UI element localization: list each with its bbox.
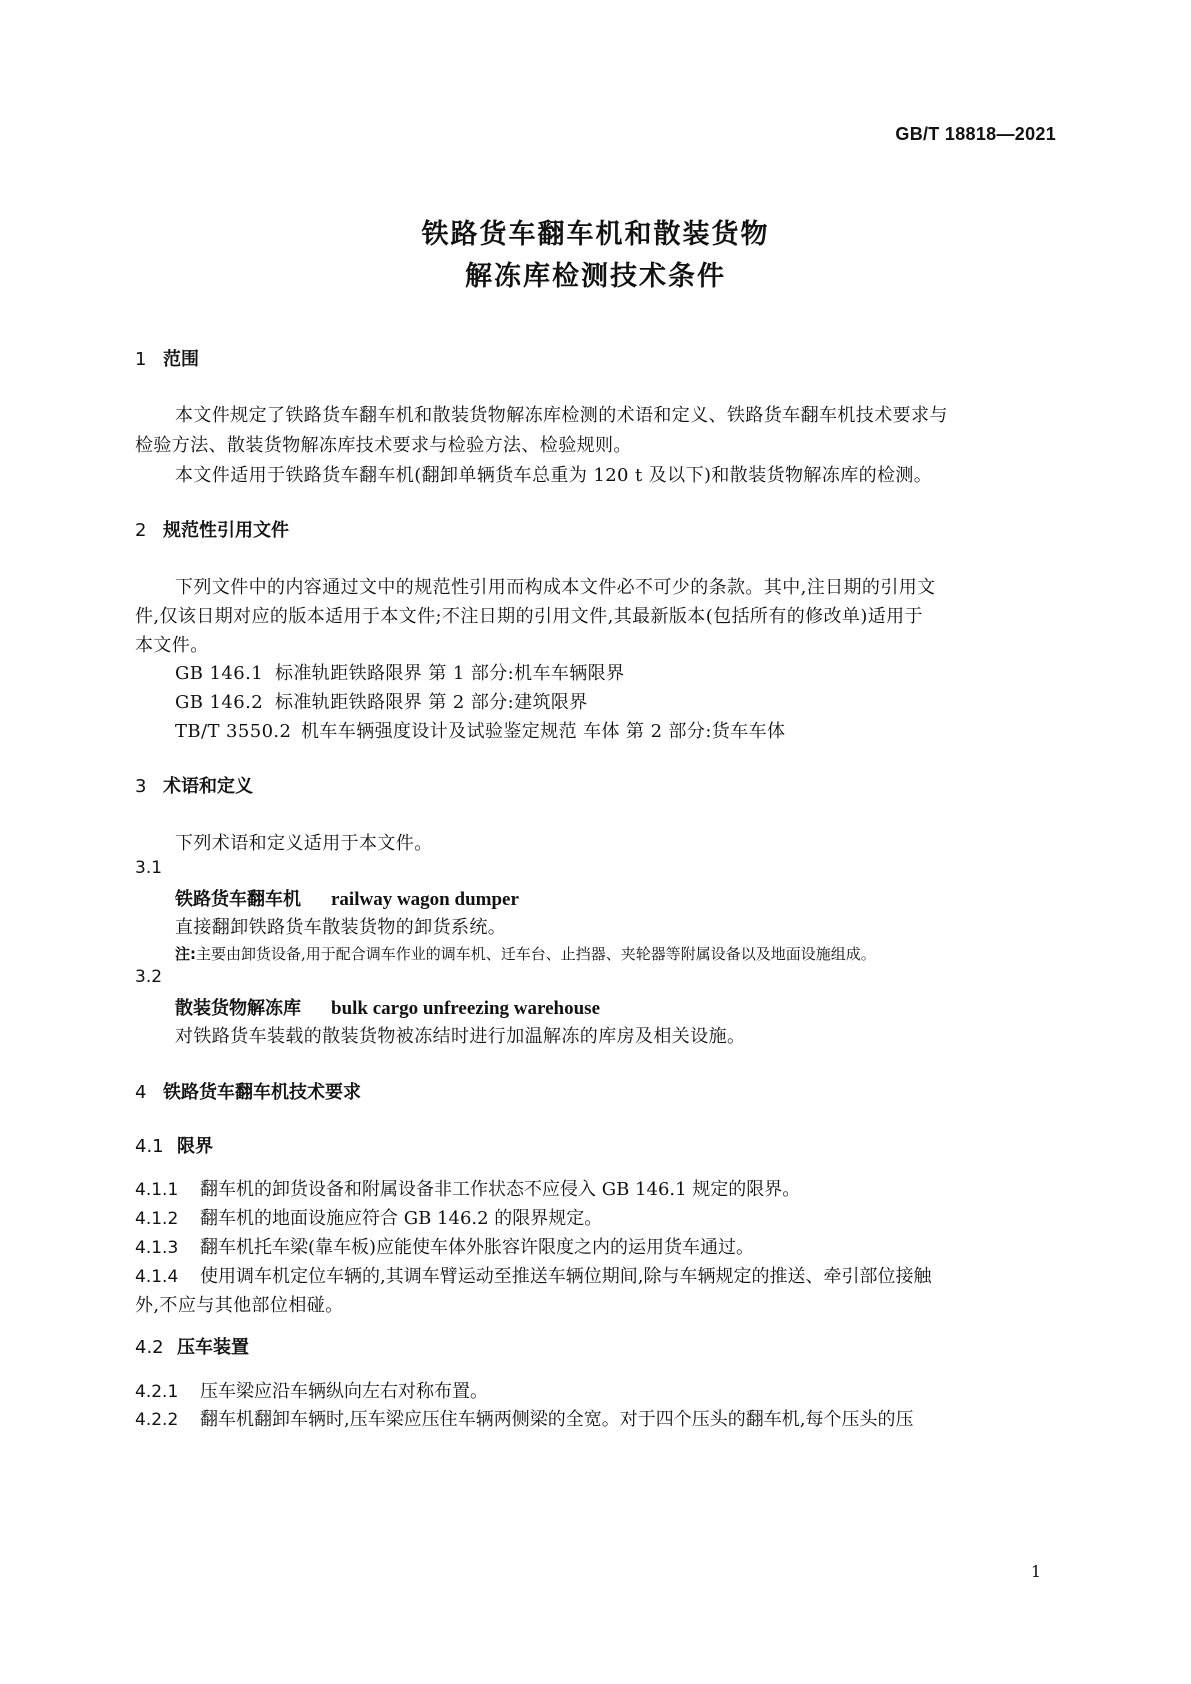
subsection-4-2-heading	[135, 1333, 249, 1359]
clause	[135, 1262, 931, 1288]
reference-code: GB 146.2	[175, 692, 264, 713]
reference-title: 机车车辆强度设计及试验鉴定规范 车体 第 2 部分:货车车体	[301, 721, 786, 742]
clause-text: 使用调车机定位车辆的,其调车臂运动至推送车辆位期间,除与车辆规定的推送、牵引部位接触	[200, 1266, 932, 1287]
subsection-title: 压车装置	[177, 1337, 249, 1358]
clause-text: 压车梁应沿车辆纵向左右对称布置。	[200, 1381, 488, 1402]
clause-continuation: 外,不应与其他部位相碰。	[135, 1295, 344, 1316]
section-number: 3	[135, 776, 147, 797]
term-chinese: 散装货物解冻库	[175, 998, 301, 1019]
reference-title: 标准轨距铁路限界 第 2 部分:建筑限界	[275, 692, 588, 713]
clause-number: 4.2.1	[135, 1382, 179, 1402]
clause-number: 4.2.2	[135, 1410, 179, 1430]
section-number: 2	[135, 520, 147, 541]
section-4-heading	[135, 1078, 361, 1104]
paragraph: 下列文件中的内容通过文中的规范性引用而构成本文件必不可少的条款。其中,注日期的引用文	[175, 577, 936, 598]
clause-number: 4.1.4	[135, 1267, 179, 1287]
normative-reference	[175, 717, 785, 743]
clause	[135, 1405, 913, 1431]
section-number: 1	[135, 349, 147, 370]
clause	[135, 1175, 800, 1201]
subsection-number: 4.1	[135, 1136, 164, 1157]
reference-code: GB 146.1	[175, 663, 264, 684]
clause	[135, 1377, 488, 1403]
clause-text: 翻车机托车梁(靠车板)应能使车体外胀容许限度之内的运用货车通过。	[200, 1237, 755, 1258]
page-number: 1	[1030, 1562, 1041, 1581]
clause-number: 4.1.1	[135, 1180, 179, 1200]
document-title-line2: 解冻库检测技术条件	[465, 261, 726, 292]
section-title: 术语和定义	[163, 776, 253, 797]
clause	[135, 1204, 602, 1230]
clause-text: 翻车机翻卸车辆时,压车梁应压住车辆两侧梁的全宽。对于四个压头的翻车机,每个压头的压	[200, 1409, 914, 1430]
document-title-line1: 铁路货车翻车机和散装货物	[421, 219, 770, 250]
clause-number: 4.1.2	[135, 1209, 179, 1229]
section-title: 铁路货车翻车机技术要求	[163, 1082, 361, 1103]
subsection-number: 4.2	[135, 1337, 164, 1358]
reference-title: 标准轨距铁路限界 第 1 部分:机车车辆限界	[275, 663, 625, 684]
paragraph: 本文件适用于铁路货车翻车机(翻卸单辆货车总重为 120 t 及以下)和散装货物解冻库的检测。	[175, 465, 933, 486]
term-definition: 直接翻卸铁路货车散装货物的卸货系统。	[175, 917, 507, 938]
normative-reference	[175, 659, 624, 685]
section-title: 规范性引用文件	[163, 520, 289, 541]
term-note	[175, 943, 876, 964]
paragraph: 本文件规定了铁路货车翻车机和散装货物解冻库检测的术语和定义、铁路货车翻车机技术要求与	[175, 405, 948, 426]
term-number: 3.2	[135, 967, 163, 987]
term-entry	[175, 994, 600, 1020]
section-3-heading	[135, 772, 253, 798]
term-english: railway wagon dumper	[331, 889, 519, 910]
subsection-4-1-heading	[135, 1132, 213, 1158]
note-text: 主要由卸货设备,用于配合调车作业的调车机、迁车台、止挡器、夹轮器等附属设备以及地面设施组成。	[196, 945, 876, 963]
term-english: bulk cargo unfreezing warehouse	[331, 998, 600, 1019]
clause	[135, 1233, 754, 1259]
section-title: 范围	[163, 349, 199, 370]
clause-text: 翻车机的卸货设备和附属设备非工作状态不应侵入 GB 146.1 规定的限界。	[200, 1179, 801, 1200]
section-1-heading	[135, 345, 199, 371]
paragraph: 件,仅该日期对应的版本适用于本文件;不注日期的引用文件,其最新版本(包括所有的修改单)适用于	[135, 606, 923, 627]
section-2-heading	[135, 516, 289, 542]
term-entry	[175, 885, 519, 911]
paragraph: 本文件。	[135, 635, 209, 656]
clause-number: 4.1.3	[135, 1238, 179, 1258]
paragraph: 下列术语和定义适用于本文件。	[175, 833, 433, 854]
paragraph: 检验方法、散装货物解冻库技术要求与检验方法、检验规则。	[135, 435, 632, 456]
note-label: 注:	[175, 945, 196, 963]
term-chinese: 铁路货车翻车机	[175, 889, 301, 910]
subsection-title: 限界	[177, 1136, 213, 1157]
term-definition: 对铁路货车装载的散装货物被冻结时进行加温解冻的库房及相关设施。	[175, 1026, 746, 1047]
standard-number: GB/T 18818—2021	[895, 124, 1056, 144]
clause-text: 翻车机的地面设施应符合 GB 146.2 的限界规定。	[200, 1208, 603, 1229]
term-number: 3.1	[135, 858, 163, 878]
section-number: 4	[135, 1082, 147, 1103]
normative-reference	[175, 688, 588, 714]
reference-code: TB/T 3550.2	[175, 721, 292, 742]
